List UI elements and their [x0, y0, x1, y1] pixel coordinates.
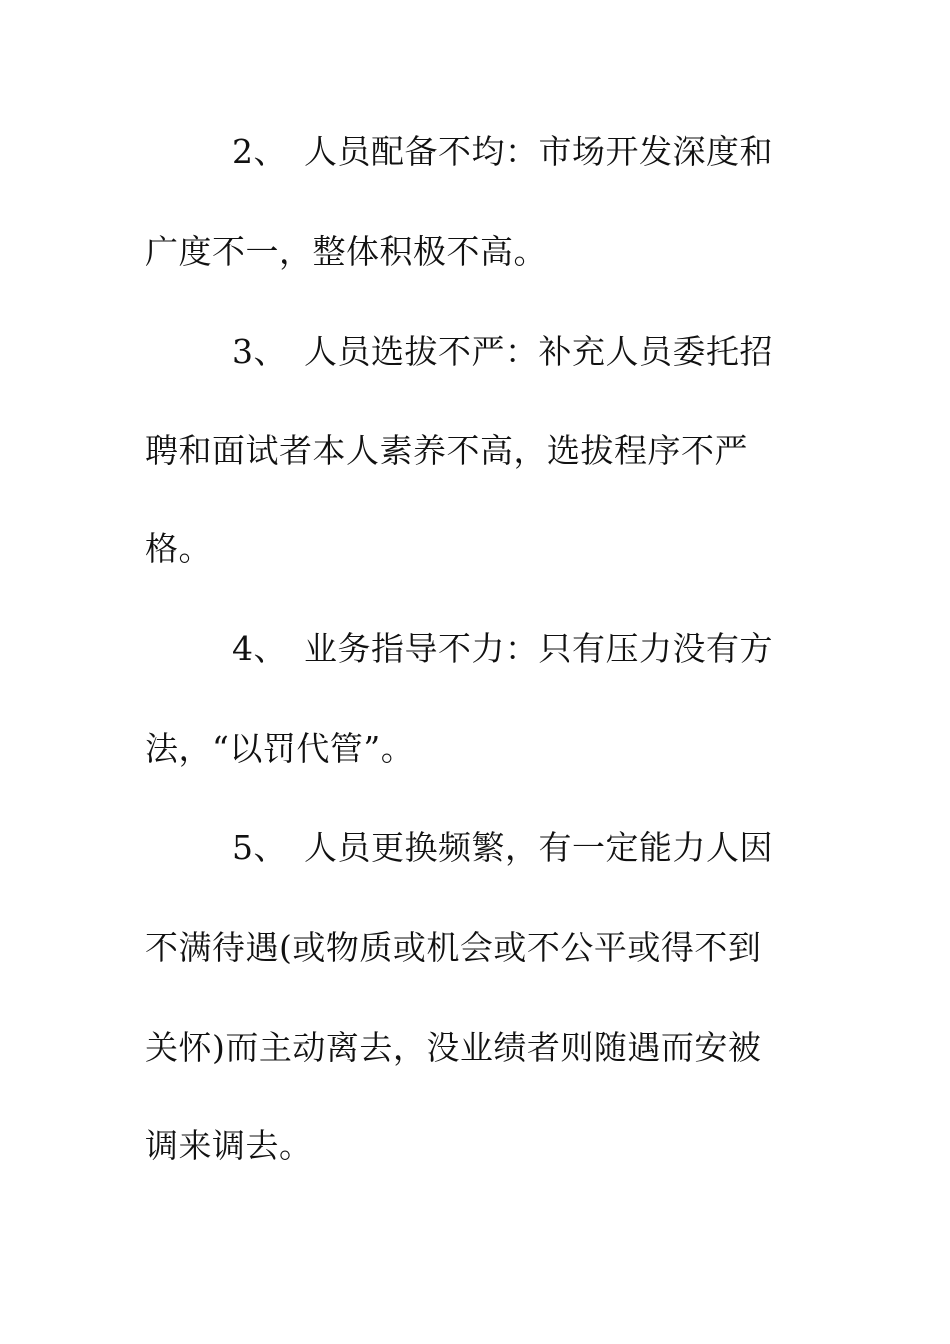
item-4-continuation-1: 法，“以罚代管”。 — [145, 729, 415, 768]
item-5-text: 人员更换频繁，有一定能力人因 — [304, 828, 773, 867]
item-3-number: 3、 — [232, 332, 287, 371]
item-4-number: 4、 — [232, 629, 287, 668]
item-4-first-line — [232, 619, 892, 679]
item-4-text: 业务指导不力：只有压力没有方 — [304, 629, 773, 668]
item-5-number: 5、 — [232, 828, 287, 867]
item-2-continuation-1: 广度不一，整体积极不高。 — [145, 232, 547, 271]
item-2-first-line — [232, 122, 892, 182]
item-5-continuation-1: 不满待遇(或物质或机会或不公平或得不到 — [145, 928, 762, 967]
item-3-continuation-1: 聘和面试者本人素养不高，选拔程序不严 — [145, 431, 748, 470]
item-3-continuation-2: 格。 — [145, 529, 212, 568]
item-5-continuation-3: 调来调去。 — [145, 1126, 313, 1165]
item-2-number: 2、 — [232, 132, 287, 171]
item-3-text: 人员选拔不严：补充人员委托招 — [304, 332, 773, 371]
item-5-continuation-2: 关怀)而主动离去，没业绩者则随遇而安被 — [145, 1028, 762, 1067]
item-2-text: 人员配备不均：市场开发深度和 — [304, 132, 773, 171]
item-3-first-line — [232, 322, 892, 382]
item-5-first-line — [232, 818, 892, 878]
